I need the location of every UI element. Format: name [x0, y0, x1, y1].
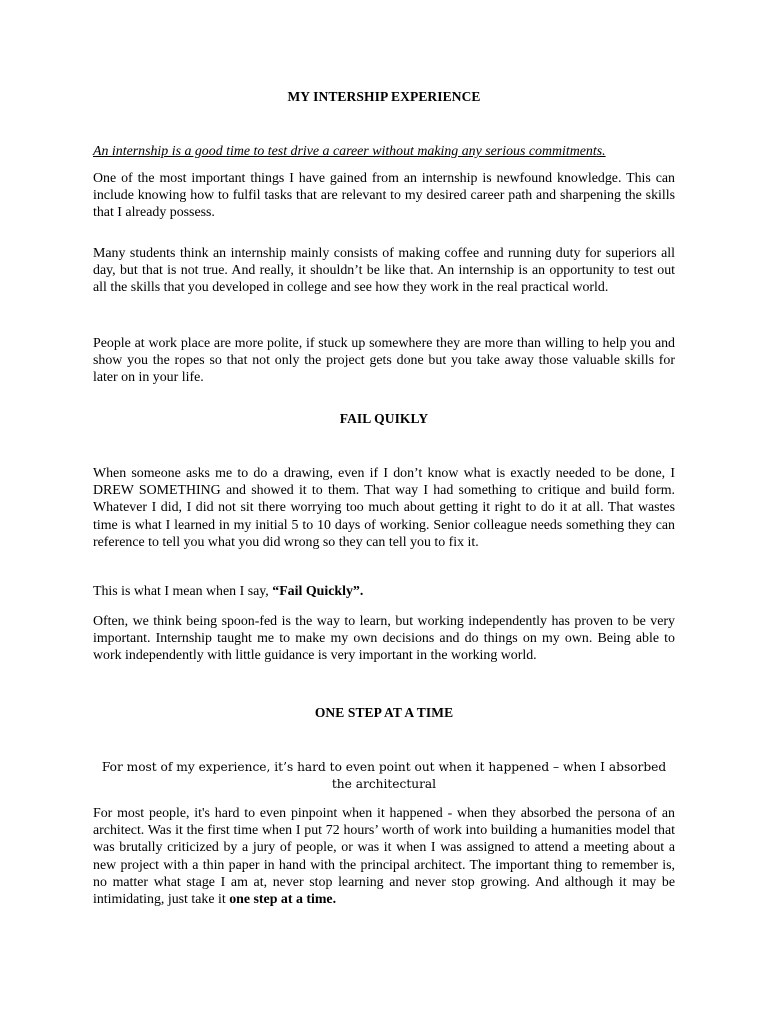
one-step-bold: one step at a time. [229, 892, 337, 908]
quote-bold: “Fail Quickly”. [272, 584, 364, 599]
intro-lead: An internship is a good time to test drive a career without making any serious commitments. [93, 144, 606, 159]
one-step-subtitle: For most of my experience, it’s hard to even point out when it happened – when I absorbed the architectural [101, 760, 667, 791]
fail-quickly-closing: Often, we think being spoon-fed is the way to learn, but working independently has proven to be very important. Internship taught me to make my own decisions and do things on my own. Being able to work independently with little guidance is very important in the working world. [93, 614, 675, 664]
section-heading-fail-quickly: FAIL QUIKLY [339, 411, 429, 426]
fail-quickly-quote-line [93, 583, 675, 600]
intro-paragraph-2: Many students think an internship mainly consists of making coffee and running duty for superiors all day, but that is not true. And really, it shouldn’t be like that. An internship is an opportunity to test out all the skills that you developed in college and see how they work in the real practical world. [93, 246, 675, 296]
section-heading-one-step: ONE STEP AT A TIME [314, 705, 454, 720]
intro-paragraph-3: People at work place are more polite, if stuck up somewhere they are more than willing to help you and show you the ropes so that not only the project gets done but you take away those valuable skills for later on in your life. [93, 336, 675, 386]
quote-prefix: This is what I mean when I say, [93, 584, 273, 599]
fail-quickly-paragraph: When someone asks me to do a drawing, even if I don’t know what is exactly needed to be done, I DREW SOMETHING and showed it to them. That way I had something to critique and build form. Whatever I did, I did not sit there worrying too much about getting it right to do it at all. That wastes time is what I learned in my initial 5 to 10 days of working. Senior colleague needs something they can reference to tell you what you did wrong so they can tell you to fix it. [93, 466, 675, 550]
intro-paragraph-1: One of the most important things I have gained from an internship is newfound knowledge. This can include knowing how to fulfil tasks that are relevant to my desired career path and sharpening the skills that I already possess. [93, 171, 675, 221]
page-title: MY INTERSHIP EXPERIENCE [287, 89, 481, 104]
one-step-body: For most people, it's hard to even pinpoint when it happened - when they absorbed the persona of an architect. Was it the first time when I put 72 hours’ worth of work into building a humanities model that was brutally criticized by a jury of people, or was it when I was assigned to attend a meeting about a new project with a thin paper in hand with the principal architect. The important thing to remember is, no matter what stage I am at, never stop learning and never stop growing. And although it may be intimidating, just take it [93, 806, 675, 908]
one-step-paragraph [93, 805, 675, 908]
